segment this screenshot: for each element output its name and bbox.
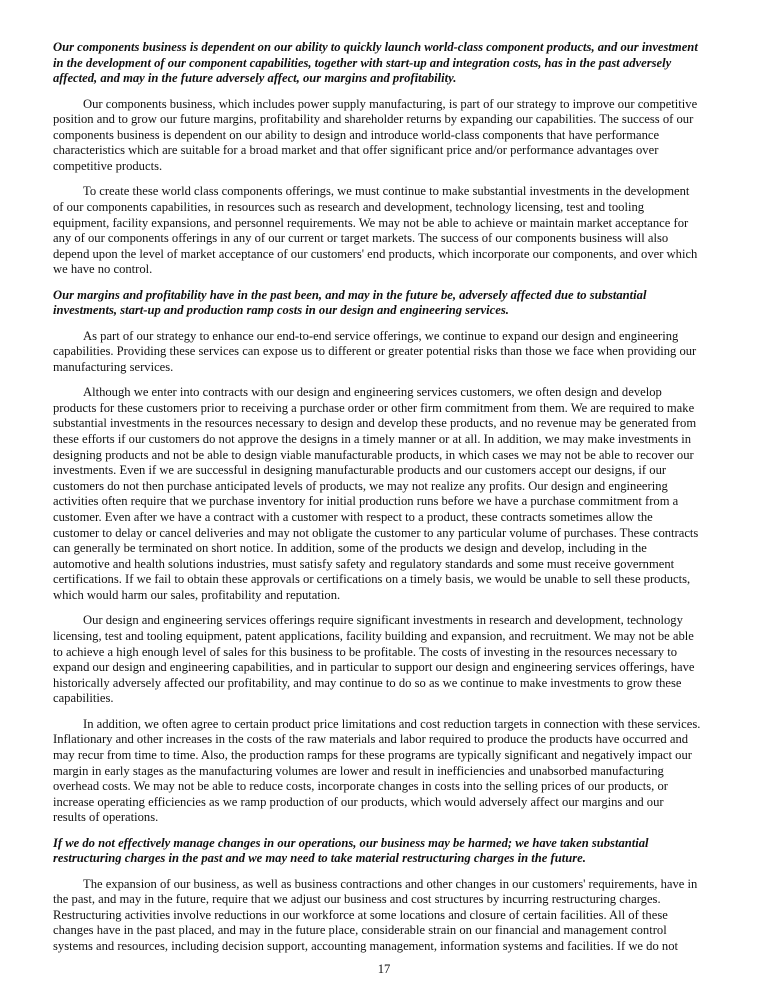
text-line: To create these world class components offerings, we must continue to make substantial investments in the development — [83, 184, 690, 199]
text-line: historically adversely affected our profitability, and may continue to do so as we continue to make investments to grow these — [53, 675, 682, 690]
text-line: Inflationary and other increases in the costs of the raw materials and labor required to produce the products have occurred and — [53, 732, 689, 747]
section-heading — [53, 40, 721, 87]
text-line: designing products and not be able to design viable manufacturable products, in which cases we may not be able to recover our — [53, 447, 694, 462]
text-line: may recur from time to time. Also, the production ramps for these programs are typically significant and negatively impact our — [53, 747, 692, 762]
text-line: affected, and may in the future adversely affect, our margins and profitability. — [53, 71, 457, 86]
paragraph — [53, 717, 721, 826]
text-line: investments. Even if we are successful in designing manufacturable products and our customers accept our designs, if our — [53, 463, 667, 478]
text-line: changes have in the past placed, and may in the future place, considerable strain on our financial and management control — [53, 923, 667, 938]
text-line: As part of our strategy to enhance our end-to-end service offerings, we continue to expand our design and engineering — [83, 328, 679, 343]
text-line: restructuring charges in the past and we may need to take material restructuring charges in the future. — [53, 851, 586, 866]
text-line: licensing, test and tooling equipment, patent applications, facility building and expansion, and recruitment. We may not be able — [53, 628, 694, 643]
text-line: In addition, we often agree to certain product price limitations and cost reduction targets in connection with these services. — [83, 716, 701, 731]
text-line: capabilities. — [53, 691, 114, 706]
text-line: results of operations. — [53, 810, 159, 825]
text-line: overhead costs. We may not be able to reduce costs, incorporate changes in costs into the selling prices of our products, or — [53, 779, 668, 794]
text-line: of our components capabilities, in resources such as research and development, technology licensing, test and tooling — [53, 199, 645, 214]
text-line: automotive and health solutions industries, must satisfy safety and regulatory standards and some must receive government — [53, 556, 675, 571]
text-line: Although we enter into contracts with our design and engineering services customers, we often design and develop — [83, 385, 662, 400]
text-line: we have no control. — [53, 262, 153, 277]
text-line: activities often require that we purchase inventory for initial production runs before we have a purchase commitment from a — [53, 494, 679, 509]
text-line: which would harm our sales, profitability and reputation. — [53, 587, 341, 602]
text-line: in the development of our component capabilities, together with start-up and integration costs, has in the past adversely — [53, 55, 672, 70]
text-line: expand our design and engineering capabilities, and in particular to support our design and engineering services offerings, have — [53, 660, 695, 675]
text-line: Our design and engineering services offerings require significant investments in research and development, technology — [83, 613, 683, 628]
page-number: 17 — [377, 962, 391, 976]
section-heading — [53, 836, 721, 867]
text-line: can generally be terminated on short notice. In addition, some of the products we design and develop, including in the — [53, 541, 647, 556]
text-line: equipment, facility expansions, and personnel requirements. We may not be able to achieve or maintain market acceptance for — [53, 215, 689, 230]
section-heading — [53, 288, 721, 319]
text-line: investments, start-up and production ramp costs in our design and engineering services. — [53, 303, 509, 318]
text-line: characteristics which are suitable for a broad market and that offer significant price and/or performance advantages over — [53, 143, 659, 158]
text-line: depend upon the level of market acceptance of our customers' end products, which incorporate our components, and over which — [53, 246, 698, 261]
text-line: systems and resources, including decision support, accounting management, information systems and facilities. If we do not — [53, 939, 678, 954]
text-line: Our margins and profitability have in the past been, and may in the future be, adversely affected due to substantial — [53, 287, 647, 302]
document-body — [53, 40, 721, 964]
text-line: capabilities. Providing these services can expose us to different or greater potential risks than those we face when providing our — [53, 344, 697, 359]
text-line: increase operating efficiencies as we ramp production of our products, which would adversely affect our margins and our — [53, 794, 664, 809]
text-line: margin in early stages as the manufacturing volumes are lower and result in inefficiencies and unabsorbed manufacturing — [53, 763, 664, 778]
paragraph — [53, 385, 721, 603]
text-line: If we do not effectively manage changes in our operations, our business may be harmed; we have taken substantial — [53, 835, 649, 850]
text-line: to achieve a high enough level of sales for this business to be profitable. The costs of investing in the resources necessary to — [53, 644, 678, 659]
paragraph — [53, 329, 721, 376]
text-line: customer to delay or cancel deliveries and may not obligate the customer to any particular volume of purchases. These contracts — [53, 525, 699, 540]
paragraph — [53, 97, 721, 175]
paragraph — [53, 877, 721, 955]
text-line: position and to grow our future margins, profitability and shareholder returns by expanding our capabilities. The success of our — [53, 112, 694, 127]
text-line: certifications. If we fail to obtain these approvals or certifications on a timely basis, we would be unable to sell these products, — [53, 572, 691, 587]
text-line: Restructuring activities involve reductions in our workforce at some locations and closure of certain facilities. All of these — [53, 907, 668, 922]
text-line: substantial investments in the resources necessary to design and develop these products, and no revenue may be generated from — [53, 416, 697, 431]
text-line: manufacturing services. — [53, 359, 174, 374]
text-line: the past, and may in the future, require that we adjust our business and cost structures by incurring restructuring charges. — [53, 892, 661, 907]
text-line: customer. Even after we have a contract with a customer with respect to a product, these contracts sometimes allow the — [53, 510, 653, 525]
paragraph — [53, 184, 721, 278]
text-line: Our components business is dependent on our ability to quickly launch world-class component products, and our investment — [53, 40, 698, 54]
text-line: these efforts if our customers do not approve the designs in a timely manner or at all. In addition, we may make investments in — [53, 432, 692, 447]
text-line: products for these customers prior to receiving a purchase order or other firm commitment from them. We are required to make — [53, 400, 695, 415]
text-line: competitive products. — [53, 158, 163, 173]
text-line: customers do not then purchase anticipated levels of products, we may not realize any profits. Our design and engineering — [53, 478, 668, 493]
text-line: components business is dependent on our ability to design and introduce world-class components that have performance — [53, 127, 660, 142]
text-line: The expansion of our business, as well as business contractions and other changes in our customers' requirements, have in — [83, 876, 698, 891]
paragraph — [53, 613, 721, 707]
text-line: Our components business, which includes power supply manufacturing, is part of our strategy to improve our competitive — [83, 96, 698, 111]
text-line: any of our components offerings in any of our current or target markets. The success of our components business will also — [53, 231, 669, 246]
